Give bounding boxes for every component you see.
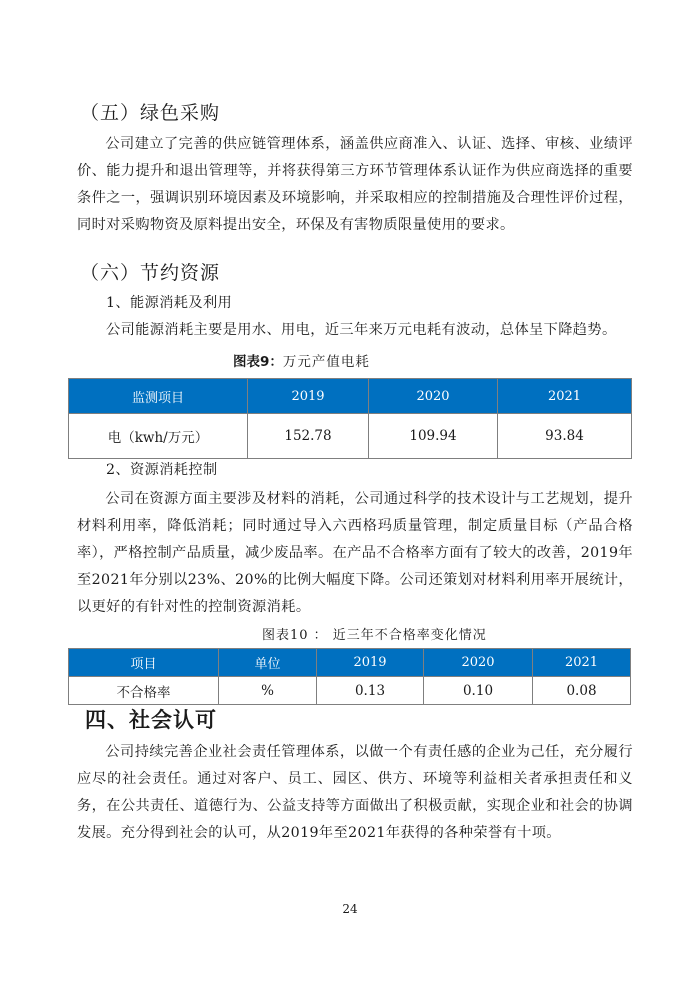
section-heading-social-recognition: 四、社会认可 <box>85 708 217 732</box>
table10-header-cell: 2020 <box>424 649 533 677</box>
table10-caption: 图表10 ： 近三年不合格率变化情况 <box>262 628 487 643</box>
table10-cell: 0.13 <box>317 677 424 705</box>
subheading-energy: 1、能源消耗及利用 <box>106 295 233 311</box>
energy-text: 公司能源消耗主要是用水、用电，近三年来万元电耗有波动，总体呈下降趋势。 <box>106 322 617 338</box>
table9-header-cell: 2020 <box>369 379 498 414</box>
table10-header-cell: 项目 <box>69 649 219 677</box>
table9-caption-label: 图表9： <box>233 354 283 370</box>
page-number: 24 <box>342 902 358 916</box>
table9-caption-text: 万元产值电耗 <box>282 354 370 370</box>
table10-header-cell: 2019 <box>317 649 424 677</box>
table9-header-cell: 监测项目 <box>69 379 248 414</box>
paragraph-green-procurement: 公司建立了完善的供应链管理体系，涵盖供应商准入、认证、选择、审核、业绩评价、能力提升和退出管理等，并将获得第三方环节管理体系认证作为供应商选择的重要条件之一，强调识别环境因素及环境影响，并采取相应的控制措施及合理性评价过程，同时对采购物资及原料提出安全，环保及有害物质限量使用的要求。 <box>77 136 633 233</box>
table-electricity-consumption <box>68 378 632 459</box>
subheading-resource-control: 2、资源消耗控制 <box>106 462 218 478</box>
table-defect-rate <box>68 648 631 705</box>
table10-header-cell: 单位 <box>219 649 317 677</box>
table10-row <box>69 677 631 705</box>
table9-cell: 93.84 <box>498 414 632 459</box>
table10-cell: 不合格率 <box>69 677 219 705</box>
table9-header-cell: 2019 <box>248 379 369 414</box>
table10-header-cell: 2021 <box>533 649 631 677</box>
paragraph-resource-control: 公司在资源方面主要涉及材料的消耗，公司通过科学的技术设计与工艺规划，提升材料利用率，降低消耗；同时通过导入六西格玛质量管理，制定质量目标（产品合格率），严格控制产品质量，减少废品率。在产品不合格率方面有了较大的改善，2019年至2021年分别以23%、20%的比例大幅度下降。公司还策划对材料利用率开展统计，以更好的有针对性的控制资源消耗。 <box>77 491 633 615</box>
table10-cell: % <box>219 677 317 705</box>
table10-cell: 0.08 <box>533 677 631 705</box>
table9-cell: 109.94 <box>369 414 498 459</box>
section-heading-green-procurement: （五）绿色采购 <box>80 102 221 124</box>
table9-cell: 152.78 <box>248 414 369 459</box>
paragraph-social-recognition: 公司持续完善企业社会责任管理体系，以做一个有责任感的企业为己任，充分履行应尽的社会责任。通过对客户、员工、园区、供方、环境等利益相关者承担责任和义务，在公共责任、道德行为、公益支持等方面做出了积极贡献，实现企业和社会的协调发展。充分得到社会的认可，从2019年至2021年获得的各种荣誉有十项。 <box>77 744 633 841</box>
table10-header-row <box>69 649 631 677</box>
section-heading-save-resources: （六）节约资源 <box>80 262 221 284</box>
table10-cell: 0.10 <box>424 677 533 705</box>
table9-header-row <box>69 379 632 414</box>
table9-row <box>69 414 632 459</box>
table9-header-cell: 2021 <box>498 379 632 414</box>
table9-caption <box>233 350 370 370</box>
table9-cell: 电（kwh/万元） <box>69 414 248 459</box>
